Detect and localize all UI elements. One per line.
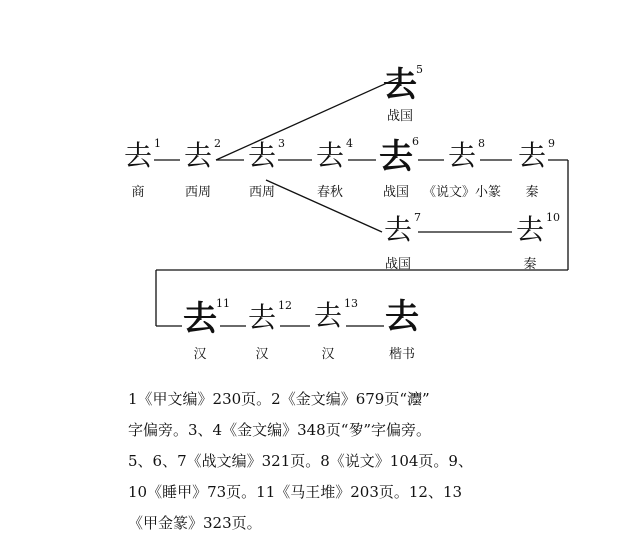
- glyph-form-f12: 去: [247, 301, 277, 334]
- form-number: 2: [214, 137, 221, 150]
- form-number: 1: [154, 137, 161, 150]
- glyph-form-f11: 去: [183, 299, 217, 339]
- form-number: 12: [278, 299, 292, 312]
- note-line: 《甲金篆》323页。: [128, 514, 262, 532]
- period-label: 西周: [248, 185, 276, 200]
- period-label: 秦: [525, 185, 539, 200]
- form-number: 9: [548, 137, 555, 150]
- note-line: 字偏旁。3、4《金文编》348页“㚉”字偏旁。: [128, 421, 432, 439]
- period-label: 战国: [386, 109, 414, 124]
- form-number: 4: [346, 137, 353, 150]
- glyph-form-f3: 去: [247, 139, 277, 172]
- period-label: 楷书: [388, 347, 416, 362]
- glyph-form-f1: 去: [123, 139, 153, 172]
- glyph-form-f6: 去: [379, 137, 413, 177]
- source-notes: [128, 384, 598, 539]
- connector-2-5: [216, 78, 398, 160]
- glyph-form-f8: 去: [447, 139, 477, 172]
- note-line: 5、6、7《战文编》321页。8《说文》104页。9、: [128, 452, 473, 470]
- glyph-form-f14: 去: [385, 297, 419, 337]
- note-line: 1《甲文编》230页。2《金文编》679页“灋”: [128, 390, 430, 408]
- form-number: 3: [278, 137, 285, 150]
- period-label: 商: [131, 185, 145, 200]
- form-number: 11: [216, 297, 230, 310]
- glyph-form-f13: 去: [313, 299, 343, 332]
- period-label: 汉: [321, 347, 335, 362]
- period-label: 西周: [184, 185, 212, 200]
- glyph-form-f9: 去: [517, 139, 547, 172]
- form-number: 5: [416, 63, 423, 76]
- form-number: 8: [478, 137, 485, 150]
- note-line: 10《睡甲》73页。11《马王堆》203页。12、13: [128, 483, 463, 501]
- form-number: 7: [414, 211, 421, 224]
- period-label: 汉: [193, 347, 207, 362]
- period-label: 战国: [384, 257, 412, 272]
- glyph-form-f10: 去: [515, 213, 545, 246]
- period-label: 战国: [382, 185, 410, 200]
- period-label: 汉: [255, 347, 269, 362]
- form-number: 10: [546, 211, 560, 224]
- period-label: 《说文》小篆: [422, 185, 502, 200]
- glyph-form-f4: 去: [315, 139, 345, 172]
- glyph-form-f7: 去: [383, 213, 413, 246]
- period-label: 秦: [523, 257, 537, 272]
- form-number: 6: [412, 135, 419, 148]
- glyph-form-f5: 去: [383, 65, 417, 105]
- form-number: 13: [344, 297, 358, 310]
- glyph-form-f2: 去: [183, 139, 213, 172]
- period-label: 春秋: [316, 185, 344, 200]
